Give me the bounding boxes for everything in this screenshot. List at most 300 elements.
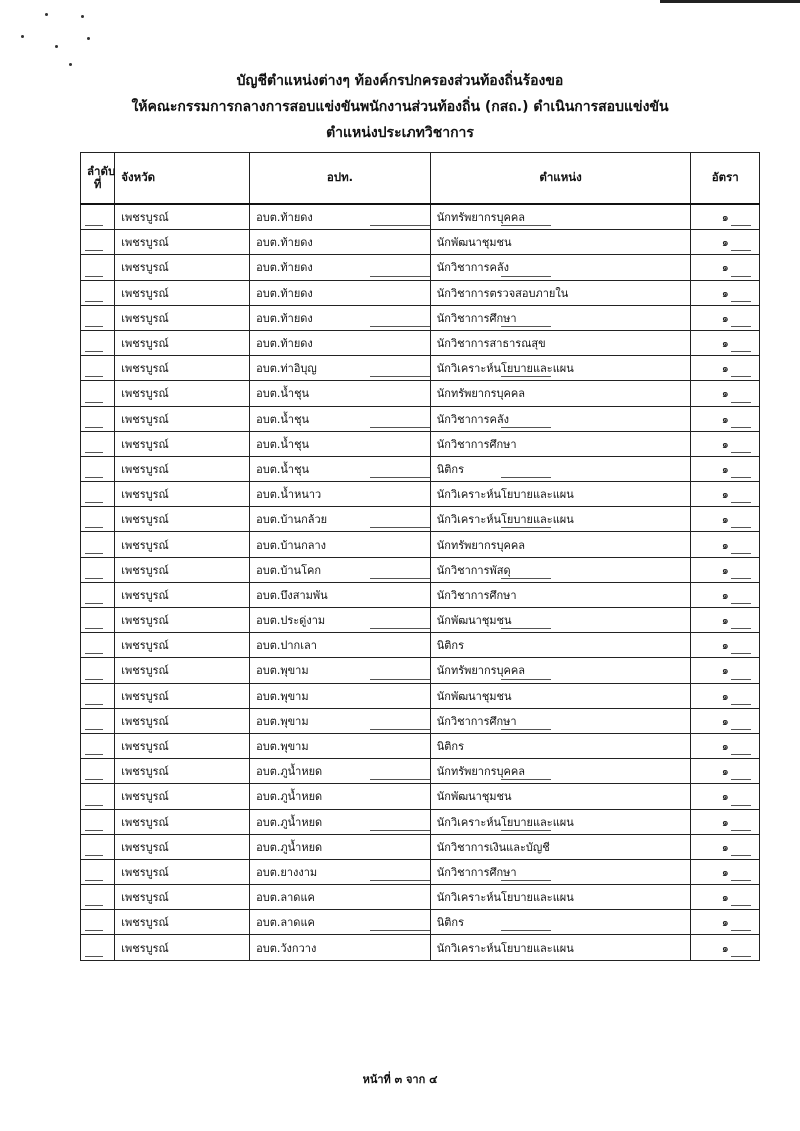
cell-province [115,633,250,658]
position-text: นักวิชาการพัสดุ [436,563,511,577]
cell-rate [691,885,760,910]
cell-rate [691,532,760,557]
cell-organization [250,683,431,708]
cell-rate [691,658,760,683]
table-row [81,935,760,960]
cell-position [430,859,691,884]
cell-order [81,683,115,708]
table-row [81,381,760,406]
position-text: นักทรัพยากรบุคคล [436,765,525,779]
cell-organization [250,204,431,230]
organization-text: อบต.ภูน้ำหยด [256,840,323,854]
position-text: นักพัฒนาชุมชน [436,614,512,628]
table-row [81,330,760,355]
table-row [81,230,760,255]
cell-province [115,280,250,305]
province-text: เพชรบูรณ์ [121,916,169,930]
cell-rate [691,280,760,305]
table-row [81,255,760,280]
cell-province [115,532,250,557]
cell-organization [250,910,431,935]
cell-order [81,935,115,960]
rate-text: ๑ [721,513,729,527]
rate-text: ๑ [721,689,729,703]
province-text: เพชรบูรณ์ [121,513,169,527]
cell-rate [691,482,760,507]
cell-order [81,532,115,557]
cell-rate [691,910,760,935]
rate-text: ๑ [721,865,729,879]
cell-rate [691,204,760,230]
cell-rate [691,809,760,834]
table-row [81,608,760,633]
organization-text: อบต.พุขาม [256,664,309,678]
cell-organization [250,482,431,507]
table-row [81,356,760,381]
cell-position [430,280,691,305]
cell-rate [691,708,760,733]
table-row [81,482,760,507]
cell-rate [691,230,760,255]
cell-order [81,708,115,733]
province-text: เพชรบูรณ์ [121,865,169,879]
cell-rate [691,582,760,607]
cell-rate [691,255,760,280]
table-row [81,859,760,884]
cell-organization [250,305,431,330]
cell-province [115,456,250,481]
province-text: เพชรบูรณ์ [121,689,169,703]
cell-rate [691,431,760,456]
rate-text: ๑ [721,387,729,401]
position-text: นักวิชาการตรวจสอบภายใน [436,286,569,300]
cell-organization [250,658,431,683]
organization-text: อบต.ท้ายดง [256,311,313,325]
cell-organization [250,784,431,809]
cell-rate [691,356,760,381]
rate-text: ๑ [721,588,729,602]
rate-text: ๑ [721,311,729,325]
column-header-rate: อัตรา [691,153,760,205]
cell-rate [691,381,760,406]
column-header-order: ลำดับที่ [81,153,115,205]
table-row [81,809,760,834]
cell-province [115,330,250,355]
cell-order [81,582,115,607]
organization-text: อบต.ภูน้ำหยด [256,765,323,779]
position-text: นักวิเคราะห์นโยบายและแผน [436,362,574,376]
province-text: เพชรบูรณ์ [121,286,169,300]
province-text: เพชรบูรณ์ [121,236,169,250]
column-header-position: ตำแหน่ง [430,153,691,205]
cell-rate [691,733,760,758]
table-row [81,204,760,230]
cell-province [115,834,250,859]
rate-text: ๑ [721,538,729,552]
province-text: เพชรบูรณ์ [121,815,169,829]
cell-organization [250,280,431,305]
cell-province [115,507,250,532]
cell-position [430,204,691,230]
table-row [81,507,760,532]
table-row [81,305,760,330]
cell-rate [691,608,760,633]
position-text: นักวิชาการศึกษา [436,865,517,879]
rate-text: ๑ [721,639,729,653]
organization-text: อบต.ท้ายดง [256,211,313,225]
position-text: นักวิเคราะห์นโยบายและแผน [436,941,574,955]
table-row [81,557,760,582]
top-edge-rule [660,0,800,3]
province-text: เพชรบูรณ์ [121,261,169,275]
rate-text: ๑ [721,664,729,678]
cell-organization [250,885,431,910]
position-text: นิติกร [436,916,464,930]
cell-position [430,809,691,834]
cell-position [430,608,691,633]
cell-order [81,859,115,884]
cell-province [115,230,250,255]
position-text: นักวิชาการศึกษา [436,311,517,325]
cell-province [115,608,250,633]
rate-text: ๑ [721,412,729,426]
rate-text: ๑ [721,261,729,275]
cell-province [115,859,250,884]
cell-order [81,733,115,758]
cell-province [115,885,250,910]
cell-rate [691,557,760,582]
rate-text: ๑ [721,286,729,300]
province-text: เพชรบูรณ์ [121,563,169,577]
table-row [81,733,760,758]
table-row [81,759,760,784]
cell-rate [691,507,760,532]
position-text: นักวิชาการศึกษา [436,714,517,728]
cell-rate [691,859,760,884]
cell-organization [250,431,431,456]
cell-province [115,658,250,683]
province-text: เพชรบูรณ์ [121,941,169,955]
cell-province [115,733,250,758]
table-row [81,532,760,557]
cell-province [115,431,250,456]
table-body [81,204,760,960]
table-row [81,280,760,305]
organization-text: อบต.ท้ายดง [256,337,313,351]
cell-order [81,356,115,381]
organization-text: อบต.ท้ายดง [256,236,313,250]
cell-rate [691,683,760,708]
table-row [81,885,760,910]
cell-province [115,582,250,607]
cell-organization [250,557,431,582]
cell-organization [250,733,431,758]
cell-position [430,582,691,607]
province-text: เพชรบูรณ์ [121,462,169,476]
cell-position [430,431,691,456]
organization-text: อบต.น้ำชุน [256,462,310,476]
organization-text: อบต.น้ำชุน [256,412,310,426]
rate-text: ๑ [721,765,729,779]
rate-text: ๑ [721,563,729,577]
cell-position [430,658,691,683]
position-text: นักวิเคราะห์นโยบายและแผน [436,488,574,502]
position-text: นิติกร [436,462,464,476]
rate-text: ๑ [721,462,729,476]
rate-text: ๑ [721,211,729,225]
cell-province [115,759,250,784]
cell-position [430,834,691,859]
position-text: นักวิเคราะห์นโยบายและแผน [436,891,574,905]
column-header-province: จังหวัด [115,153,250,205]
cell-order [81,431,115,456]
rate-text: ๑ [721,236,729,250]
rate-text: ๑ [721,840,729,854]
province-text: เพชรบูรณ์ [121,337,169,351]
cell-province [115,406,250,431]
table-row [81,708,760,733]
province-text: เพชรบูรณ์ [121,362,169,376]
position-text: นักวิเคราะห์นโยบายและแผน [436,815,574,829]
positions-table [80,152,760,961]
cell-position [430,557,691,582]
cell-organization [250,759,431,784]
position-text: นักพัฒนาชุมชน [436,790,512,804]
table-row [81,582,760,607]
cell-position [430,733,691,758]
cell-order [81,305,115,330]
cell-order [81,784,115,809]
cell-order [81,658,115,683]
cell-position [430,305,691,330]
cell-order [81,230,115,255]
cell-position [430,230,691,255]
organization-text: อบต.น้ำหนาว [256,488,322,502]
rate-text: ๑ [721,437,729,451]
cell-organization [250,608,431,633]
cell-province [115,381,250,406]
cell-position [430,784,691,809]
cell-organization [250,230,431,255]
cell-province [115,204,250,230]
cell-order [81,633,115,658]
province-text: เพชรบูรณ์ [121,437,169,451]
cell-province [115,910,250,935]
position-text: นักพัฒนาชุมชน [436,236,512,250]
organization-text: อบต.ยางงาม [256,865,318,879]
cell-position [430,532,691,557]
rate-text: ๑ [721,740,729,754]
table-row [81,633,760,658]
cell-province [115,482,250,507]
cell-order [81,381,115,406]
rate-text: ๑ [721,362,729,376]
document-title-line-2: ให้คณะกรรมการกลางการสอบแข่งขันพนักงานส่วนท้องถิ่น (กสถ.) ดำเนินการสอบแข่งขัน [131,99,669,115]
position-text: นักวิชาการสาธารณสุข [436,337,546,351]
cell-rate [691,330,760,355]
province-text: เพชรบูรณ์ [121,311,169,325]
cell-organization [250,456,431,481]
cell-position [430,885,691,910]
organization-text: อบต.วังกวาง [256,941,317,955]
cell-order [81,557,115,582]
organization-text: อบต.ปากเลา [256,639,317,653]
cell-order [81,482,115,507]
cell-organization [250,330,431,355]
cell-organization [250,381,431,406]
cell-order [81,834,115,859]
organization-text: อบต.บึงสามพัน [256,588,328,602]
cell-rate [691,633,760,658]
cell-order [81,608,115,633]
organization-text: อบต.ลาดแค [256,891,315,905]
province-text: เพชรบูรณ์ [121,488,169,502]
organization-text: อบต.น้ำชุน [256,437,310,451]
province-text: เพชรบูรณ์ [121,614,169,628]
table-row [81,406,760,431]
position-text: นิติกร [436,740,464,754]
cell-rate [691,406,760,431]
cell-organization [250,633,431,658]
organization-text: อบต.พุขาม [256,689,309,703]
cell-organization [250,532,431,557]
cell-province [115,809,250,834]
cell-position [430,381,691,406]
rate-text: ๑ [721,714,729,728]
cell-order [81,255,115,280]
province-text: เพชรบูรณ์ [121,412,169,426]
province-text: เพชรบูรณ์ [121,891,169,905]
rate-text: ๑ [721,337,729,351]
rate-text: ๑ [721,815,729,829]
position-text: นักวิชาการศึกษา [436,588,517,602]
table-row [81,910,760,935]
cell-province [115,557,250,582]
cell-position [430,683,691,708]
position-text: นักวิชาการคลัง [436,261,509,275]
position-text: นักวิชาการศึกษา [436,437,517,451]
table-row [81,683,760,708]
cell-position [430,255,691,280]
province-text: เพชรบูรณ์ [121,538,169,552]
position-text: นักวิชาการคลัง [436,412,509,426]
province-text: เพชรบูรณ์ [121,790,169,804]
cell-rate [691,305,760,330]
cell-position [430,507,691,532]
cell-province [115,784,250,809]
organization-text: อบต.น้ำชุน [256,387,310,401]
cell-position [430,456,691,481]
table-header-row [81,153,760,205]
column-header-organization: อปท. [250,153,431,205]
cell-organization [250,582,431,607]
cell-order [81,809,115,834]
cell-organization [250,708,431,733]
cell-rate [691,784,760,809]
province-text: เพชรบูรณ์ [121,740,169,754]
rate-text: ๑ [721,488,729,502]
cell-position [430,330,691,355]
position-text: นักพัฒนาชุมชน [436,689,512,703]
province-text: เพชรบูรณ์ [121,639,169,653]
rate-text: ๑ [721,790,729,804]
rate-text: ๑ [721,916,729,930]
cell-rate [691,935,760,960]
cell-position [430,708,691,733]
organization-text: อบต.พุขาม [256,714,309,728]
table-row [81,456,760,481]
organization-text: อบต.ภูน้ำหยด [256,790,323,804]
cell-organization [250,406,431,431]
province-text: เพชรบูรณ์ [121,387,169,401]
cell-position [430,482,691,507]
rate-text: ๑ [721,891,729,905]
cell-position [430,406,691,431]
cell-order [81,885,115,910]
position-text: นักทรัพยากรบุคคล [436,664,525,678]
cell-rate [691,456,760,481]
cell-organization [250,356,431,381]
organization-text: อบต.ท้ายดง [256,286,313,300]
cell-position [430,759,691,784]
cell-position [430,935,691,960]
province-text: เพชรบูรณ์ [121,211,169,225]
cell-organization [250,255,431,280]
cell-province [115,683,250,708]
province-text: เพชรบูรณ์ [121,765,169,779]
document-title-line-3: ตำแหน่งประเภทวิชาการ [326,125,474,141]
cell-rate [691,834,760,859]
cell-order [81,204,115,230]
rate-text: ๑ [721,614,729,628]
cell-province [115,356,250,381]
cell-order [81,280,115,305]
organization-text: อบต.พุขาม [256,740,309,754]
cell-order [81,330,115,355]
cell-organization [250,935,431,960]
rate-text: ๑ [721,941,729,955]
position-text: นักวิเคราะห์นโยบายและแผน [436,513,574,527]
cell-position [430,910,691,935]
organization-text: อบต.ลาดแค [256,916,315,930]
organization-text: อบต.ท่าอิบุญ [256,362,317,376]
cell-province [115,305,250,330]
cell-position [430,356,691,381]
cell-order [81,456,115,481]
province-text: เพชรบูรณ์ [121,588,169,602]
table-row [81,784,760,809]
cell-rate [691,759,760,784]
province-text: เพชรบูรณ์ [121,840,169,854]
organization-text: อบต.บ้านโคก [256,563,321,577]
cell-organization [250,859,431,884]
organization-text: อบต.บ้านกล้วย [256,513,328,527]
cell-order [81,507,115,532]
cell-order [81,910,115,935]
organization-text: อบต.ภูน้ำหยด [256,815,323,829]
position-text: นักทรัพยากรบุคคล [436,387,525,401]
province-text: เพชรบูรณ์ [121,714,169,728]
cell-order [81,759,115,784]
table-row [81,834,760,859]
cell-organization [250,809,431,834]
page-number: หน้าที่ ๓ จาก ๔ [362,1073,438,1086]
cell-order [81,406,115,431]
province-text: เพชรบูรณ์ [121,664,169,678]
cell-province [115,255,250,280]
cell-organization [250,834,431,859]
organization-text: อบต.บ้านกลาง [256,538,327,552]
